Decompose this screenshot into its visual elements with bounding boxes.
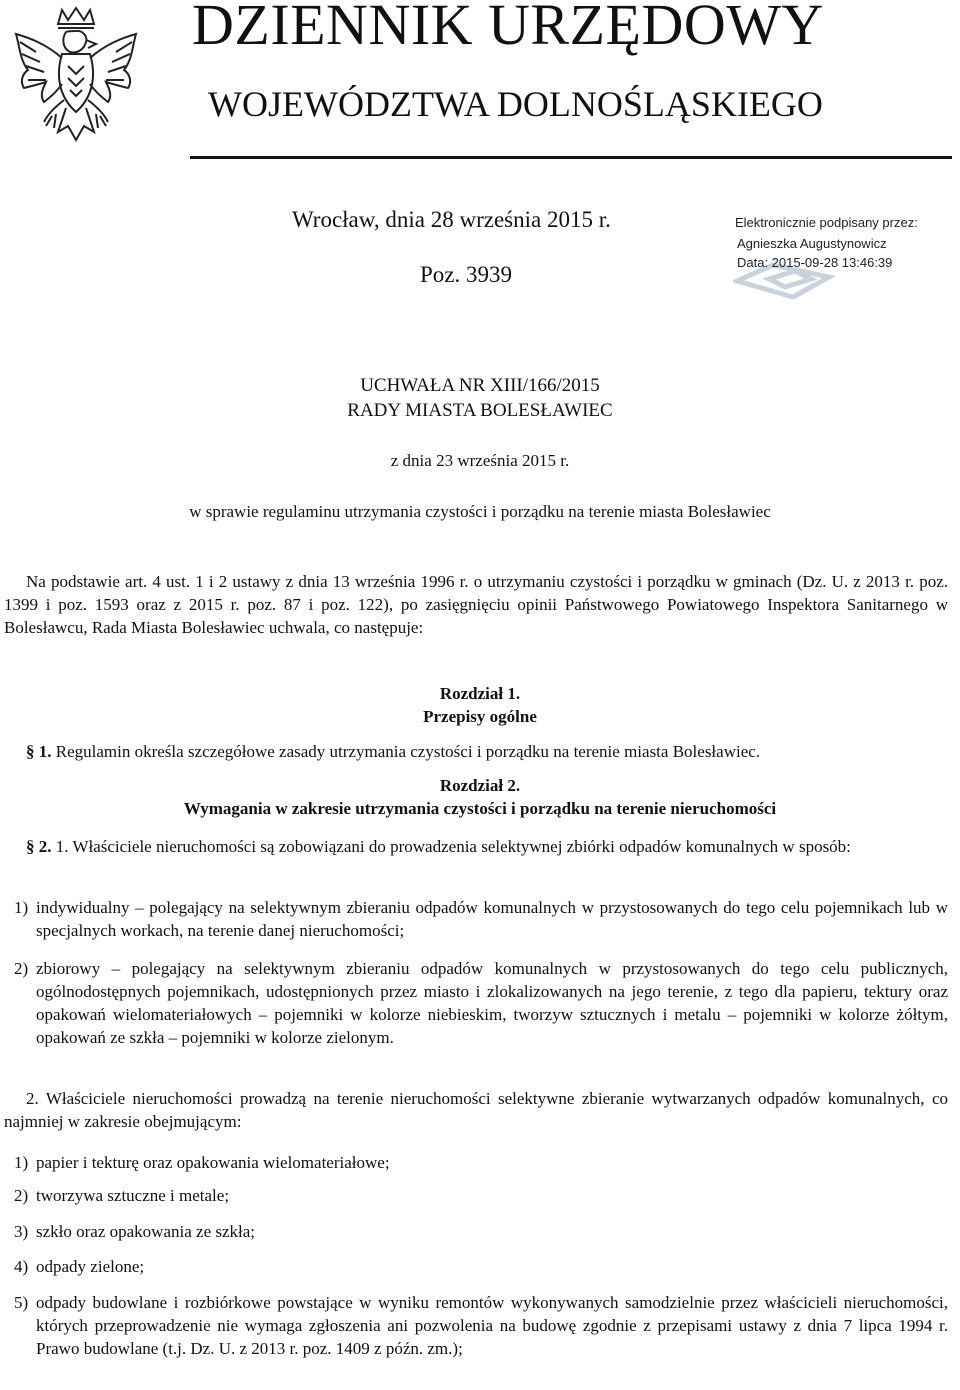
place-date: Wrocław, dnia 28 września 2015 r. [292, 207, 611, 232]
chapter-2-title: Rozdział 2. [439, 776, 521, 795]
list-item [14, 1184, 948, 1207]
resolution-council: RADY MIASTA BOLESŁAWIEC [347, 400, 613, 421]
list-item-number: 4) [14, 1257, 29, 1276]
chapter-1-subtitle: Przepisy ogólne [423, 707, 537, 726]
list-item-text: szkło oraz opakowania ze szkła; [36, 1222, 256, 1241]
paragraph-2-marker: § 2. [26, 837, 52, 856]
paragraph-2-text: 1. Właściciele nieruchomości są zobowiązani do prowadzenia selektywnej zbiórki odpadów komunalnych w sposób: [51, 837, 851, 856]
list-item-text: odpady budowlane i rozbiórkowe powstające w wyniku remontów wykonywanych samodzielnie przez właścicieli nieruchomości, których przeprowadzenie nie wymaga zgłoszenia ani pozwolenia na budowę zgodnie z przepisami ustawy z dnia 7 lipca 1994 r. Prawo budowlane (t.j. Dz. U. z 2013 r. poz. 1409 z późn. zm.); [36, 1293, 948, 1358]
paragraph-1-marker: § 1. [26, 742, 52, 761]
chapter-2-subtitle: Wymagania w zakresie utrzymania czystości i porządku na terenie nieruchomości [183, 799, 777, 818]
list-item [14, 1220, 948, 1243]
list-item [14, 1291, 948, 1360]
list-item-text: tworzywa sztuczne i metale; [36, 1186, 230, 1205]
resolution-subject: w sprawie regulaminu utrzymania czystości i porządku na terenie miasta Bolesławiec [189, 502, 771, 521]
list-item-number: 2) [14, 1186, 29, 1205]
list-item-number: 3) [14, 1222, 29, 1241]
masthead-title: DZIENNIK URZĘDOWY [192, 0, 824, 57]
list-item-text: odpady zielone; [36, 1257, 145, 1276]
signature-label: Elektronicznie podpisany przez: [735, 215, 918, 230]
paragraph-1-text: Regulamin określa szczegółowe zasady utrzymania czystości i porządku na terenie miasta Bolesławiec. [51, 742, 761, 761]
list-item [14, 1151, 948, 1174]
masthead-subtitle: WOJEWÓDZTWA DOLNOŚLĄSKIEGO [208, 84, 823, 124]
list-item-number: 5) [14, 1293, 29, 1312]
paragraph-2-section-2: 2. Właściciele nieruchomości prowadzą na terenie nieruchomości selektywne zbieranie wytwarzanych odpadów komunalnych, co najmniej w zakresie obejmującym: [4, 1089, 948, 1131]
list-item-text: indywidualny – polegający na selektywnym zbieraniu odpadów komunalnych w przystosowanych do tego celu pojemnikach lub w specjalnych workach, na terenie danej nieruchomości; [36, 898, 948, 940]
list-item-text: zbiorowy – polegający na selektywnym zbieraniu odpadów komunalnych w przystosowanych do tego celu publicznych, ogólnodostępnych pojemnikach, udostępnionych przez miasto i zlokalizowanych na jego terenie, z tego dla papieru, tektury oraz opakowań wielomateriałowych – pojemniki w kolorze niebieskim, tworzyw sztucznych i metalu – pojemniki w kolorze żółtym, opakowań ze szkła – pojemniki w kolorze zielonym. [36, 959, 948, 1047]
signature-date: Data: 2015-09-28 13:46:39 [737, 255, 893, 270]
list-item-number: 2) [14, 959, 29, 978]
list-item [14, 896, 948, 942]
list-item-number: 1) [14, 898, 29, 917]
paragraph-2 [4, 835, 948, 858]
eagle-emblem-icon [6, 4, 146, 149]
electronic-signature-block [733, 213, 933, 303]
list-item-number: 1) [14, 1153, 29, 1172]
list-item [14, 957, 948, 1049]
position-number: Poz. 3939 [420, 262, 512, 287]
resolution-title: UCHWAŁA NR XIII/166/2015 [360, 375, 600, 396]
preamble-paragraph: Na podstawie art. 4 ust. 1 i 2 ustawy z dnia 13 września 1996 r. o utrzymaniu czystości i porządku w gminach (Dz. U. z 2013 r. poz. 1399 i poz. 1593 oraz z 2015 r. poz. 87 i poz. 122), po zasięgnięciu opinii Państwowego Powiatowego Inspektora Sanitarnego w Bolesławcu, Rada Miasta Bolesławiec uchwala, co następuje: [4, 572, 948, 637]
list-item [14, 1255, 948, 1278]
list-item-text: papier i tekturę oraz opakowania wielomateriałowe; [36, 1153, 390, 1172]
masthead-divider [190, 156, 952, 159]
paragraph-1 [4, 740, 948, 763]
chapter-1-title: Rozdział 1. [439, 684, 521, 703]
signature-signer: Agnieszka Augustynowicz [737, 236, 887, 251]
resolution-date: z dnia 23 września 2015 r. [390, 451, 570, 470]
